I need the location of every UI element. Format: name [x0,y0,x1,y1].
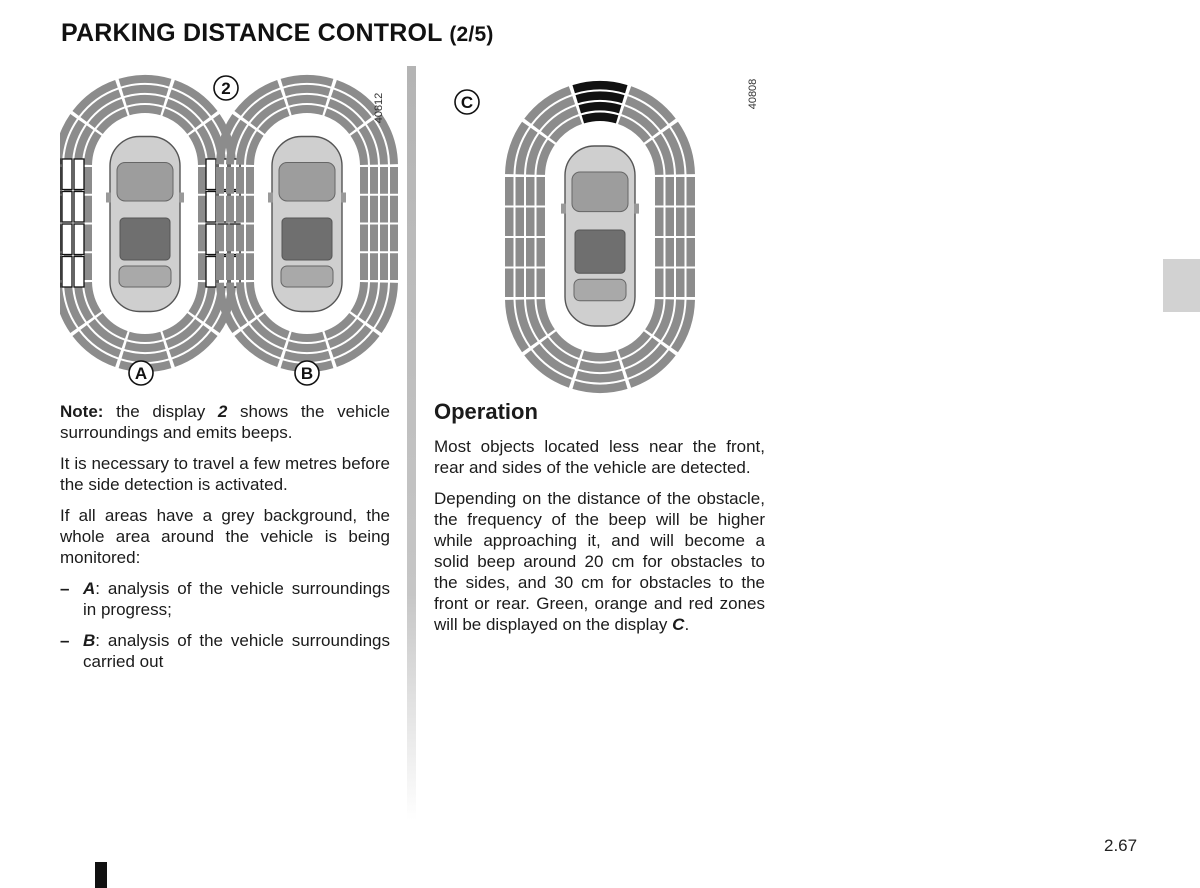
list-key: B [83,631,96,650]
beep-ref: C [672,615,685,634]
callout-b [295,361,319,385]
page-title [61,19,494,48]
callout-a [129,361,153,385]
beep-paragraph [434,488,765,635]
car-top-view-icon [561,146,639,326]
list-dash: – [60,579,70,598]
list-text: : analysis of the vehicle surroundings carried out [83,631,390,671]
grey-background-paragraph: If all areas have a grey background, the whole area around the vehicle is being monitored: [60,506,390,567]
objects-paragraph: Most objects located less near the front, rear and sides of the vehicle are detected. [434,437,765,477]
figure-right-drawing [440,66,780,396]
note-ref: 2 [217,402,228,421]
beep-end: . [684,615,690,634]
list-item [60,630,390,672]
travel-paragraph: It is necessary to travel a few metres before the side detection is activated. [60,454,390,494]
figure-code: 40808 [747,78,759,110]
note-paragraph [60,401,390,443]
page-title-main: PARKING DISTANCE CONTROL [61,19,443,47]
right-column [434,399,765,645]
callout-c-label: C [460,93,474,112]
beep-text: Depending on the distance of the obstacle, the frequency of the beep will be higher while approaching it, and will become a solid beep around 20 cm for obstacles to the sides, and 30 cm for obstacles to the front or rear. Green, orange and red zones will be displayed on the display [434,489,765,634]
column-divider [407,66,416,820]
display-b [216,75,398,372]
page-title-part: (2/5) [449,23,494,46]
display-c [505,81,695,393]
figure-left-drawing [60,66,405,391]
operation-heading: Operation [434,399,538,424]
list-text: : analysis of the vehicle surroundings in progress; [83,579,390,619]
callout-2 [214,76,238,100]
list-item [60,578,390,620]
callout-a-label: A [134,364,148,383]
note-text-2: shows the vehicle surroundings and emits beeps. [60,402,390,442]
section-tab [1163,259,1200,312]
figure-left [60,66,405,391]
callout-c [455,90,479,114]
list-dash: – [60,631,70,650]
note-text-1: the display [103,402,218,421]
car-top-view-icon [106,137,184,312]
display-a [60,75,240,372]
callout-2-label: 2 [221,79,231,98]
note-label: Note: [60,402,104,421]
left-column [60,401,390,682]
car-top-view-icon [268,137,346,312]
figure-code: 40812 [373,92,385,124]
figure-right [440,66,780,396]
page-edge-mark [95,862,107,888]
callout-b-label: B [300,364,314,383]
list-key: A [83,579,96,598]
page-number: 2.67 [1104,836,1138,855]
